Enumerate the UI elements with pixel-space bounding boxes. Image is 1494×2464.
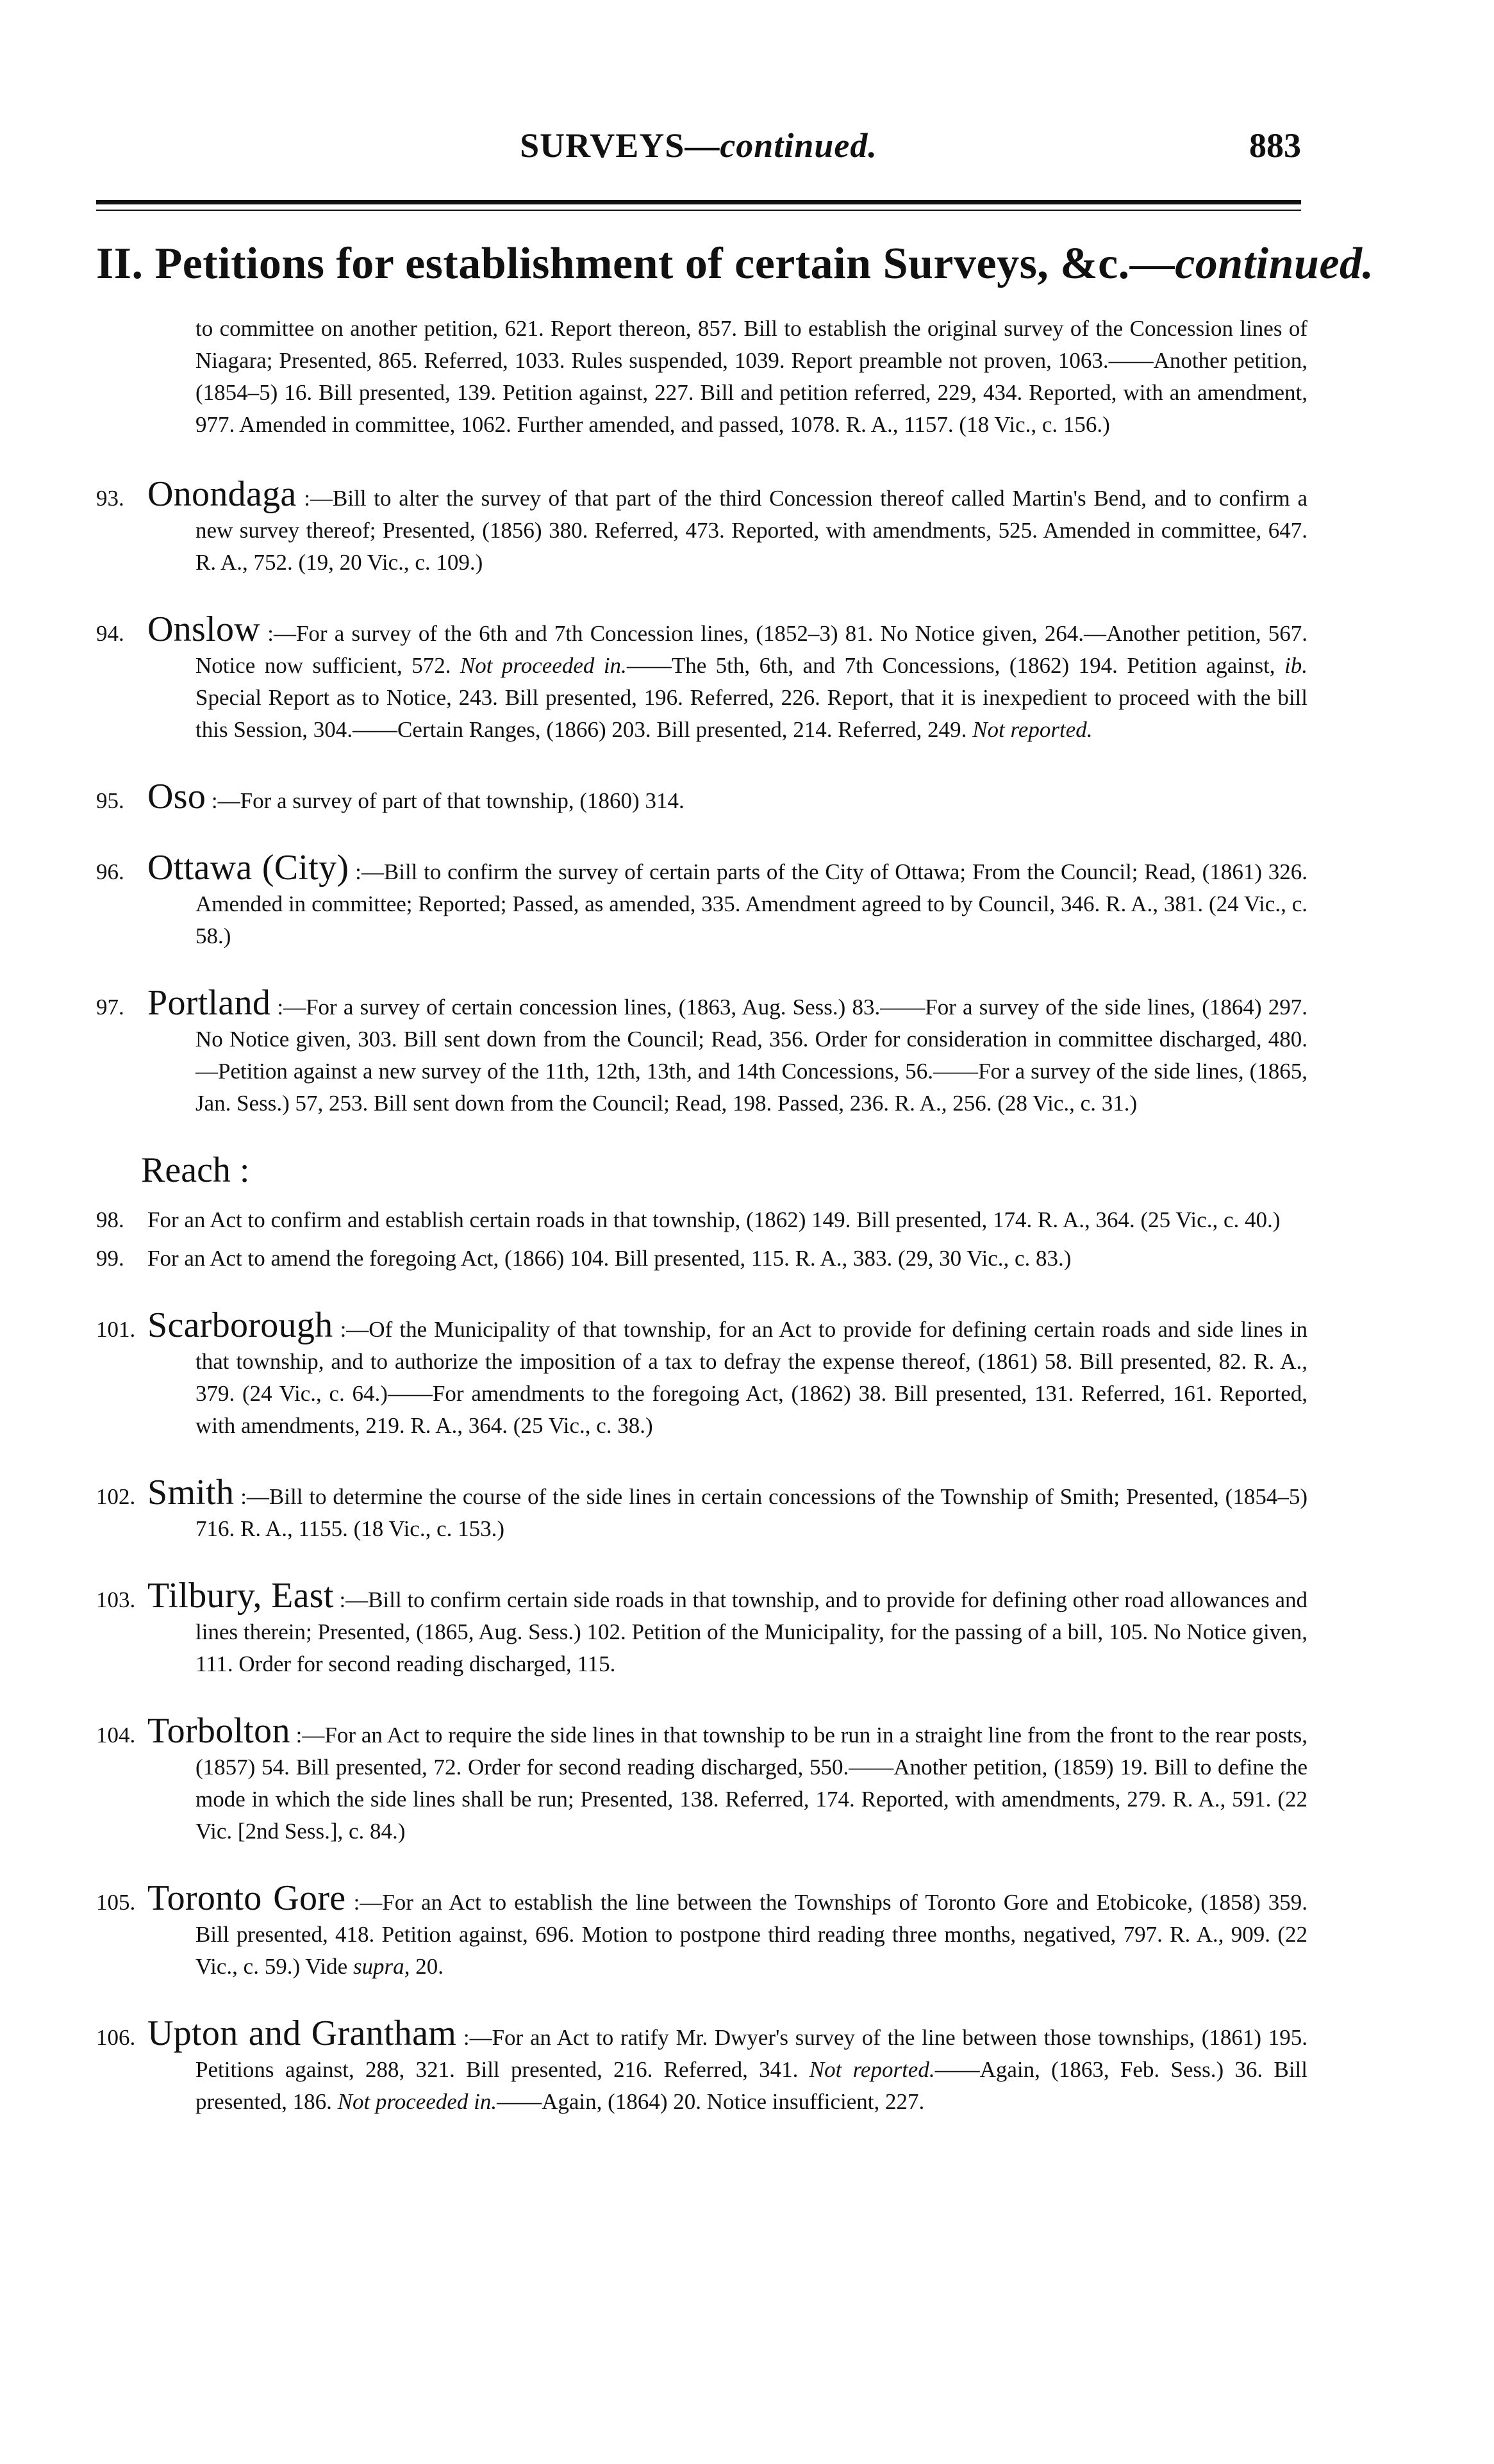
entry-number: 105. (96, 1890, 136, 1915)
entry-township-name: Ottawa (City) (147, 848, 349, 888)
entry-text: Special Report as to Notice, 243. Bill presented, 196. Referred, 226. Report, that it is inexpedient to proceed with the bill this Session, 304.——Certain Ranges, (1866) 203. Bill presented, 214. Referred, 249. (195, 685, 1307, 742)
entry-text: :—For a survey of the 6th and 7th Concession lines, (1852–3) 81. No Notice given, 264.—Another petition, 567. Notice now sufficient, 572. (195, 621, 1307, 678)
entry-number: 97. (96, 995, 124, 1020)
entry-102 (96, 1473, 1307, 1545)
entry-103 (96, 1576, 1307, 1680)
entry-township-name: Scarborough (147, 1305, 333, 1345)
entry-text: :—Of the Municipality of that township, for an Act to provide for defining certain roads and side lines in that township, and to authorize the imposition of a tax to defray the expense thereof, (1861) 58. Bill presented, 82. R. A., 379. (24 Vic., c. 64.)——For amendments to the foregoing Act, (1862) 38. Bill presented, 131. Referred, 161. Reported, with amendments, 219. R. A., 364. (25 Vic., c. 38.) (195, 1317, 1307, 1438)
entry-text: :—For a survey of certain concession lines, (1863, Aug. Sess.) 83.——For a survey of the side lines, (1864) 297. No Notice given, 303. Bill sent down from the Council; Read, 356. Order for consideration in committee discharged, 480.—Petition against a new survey of the 11th, 12th, 13th, and 14th Concessions, 56.——For a survey of the side lines, (1865, Jan. Sess.) 57, 253. Bill sent down from the Council; Read, 198. Passed, 236. R. A., 256. (28 Vic., c. 31.) (195, 995, 1307, 1116)
entry-italic-note: Not reported. (809, 2057, 935, 2082)
entry-number: 98. (96, 1207, 124, 1232)
entry-text: :—For an Act to require the side lines in that township to be run in a straight line from the front to the rear posts, (1857) 54. Bill presented, 72. Order for second reading discharged, 550.——Another petition, (1859) 19. Bill to define the mode in which the side lines shall be run; Presented, 138. Referred, 174. Reported, with amendments, 279. R. A., 591. (22 Vic. [2nd Sess.], c. 84.) (195, 1723, 1307, 1844)
entry-101 (96, 1305, 1307, 1442)
entry-township-name: Smith (147, 1473, 235, 1512)
entry-township-name: Tilbury, East (147, 1576, 334, 1616)
entry-98 (96, 1204, 1307, 1236)
entry-text: For an Act to confirm and establish certain roads in that township, (1862) 149. Bill presented, 174. R. A., 364. (25 Vic., c. 40.) (147, 1207, 1281, 1232)
index-content (96, 313, 1307, 2153)
entry-township-name: Portland (147, 983, 271, 1023)
entry-township-name: Torbolton (147, 1711, 290, 1751)
entry-99 (96, 1243, 1307, 1275)
entry-italic-note: Not proceeded in. (460, 653, 627, 678)
page-number: 883 (1249, 126, 1301, 165)
entry-text: , 20. (404, 1954, 444, 1979)
entry-106 (96, 2013, 1307, 2118)
entry-number: 102. (96, 1484, 136, 1509)
header-rule-thin (96, 210, 1301, 211)
entry-township-name: Onslow (147, 609, 261, 649)
entry-italic-note: Not reported. (972, 717, 1093, 742)
entry-number: 95. (96, 788, 124, 813)
entry-italic-note: supra (353, 1954, 404, 1979)
entry-number: 94. (96, 621, 124, 646)
header-rule-thick (96, 200, 1301, 204)
entry-text: :—Bill to alter the survey of that part of the third Concession thereof called Martin's Bend, and to confirm a new survey thereof; Presented, (1856) 380. Referred, 473. Reported, with amendments, 525. Amended in committee, 647. R. A., 752. (19, 20 Vic., c. 109.) (195, 486, 1307, 575)
entry-text: :—Bill to confirm certain side roads in that township, and to provide for defining other road allowances and lines therein; Presented, (1865, Aug. Sess.) 102. Petition of the Municipality, for the passing of a bill, 105. No Notice given, 111. Order for second reading discharged, 115. (195, 1587, 1307, 1676)
entry-number: 99. (96, 1246, 124, 1271)
entry-number: 104. (96, 1723, 136, 1748)
entry-number: 103. (96, 1587, 136, 1612)
section-heading-main: II. Petitions for establishment of certain Surveys, &c.— (96, 239, 1175, 288)
entry-text: ——The 5th, 6th, and 7th Concessions, (1862) 194. Petition against, (626, 653, 1285, 678)
section-heading (96, 238, 1374, 290)
reach-subheading: Reach : (141, 1150, 250, 1190)
entry-township-name: Oso (147, 777, 206, 816)
entry-italic-note: ib. (1284, 653, 1307, 678)
entry-text: :—Bill to determine the course of the side lines in certain concessions of the Township of Smith; Presented, (1854–5) 716. R. A., 1155. (18 Vic., c. 153.) (195, 1484, 1307, 1541)
entry-italic-note: Not proceeded in. (337, 2089, 497, 2114)
entry-text: ——Again, (1864) 20. Notice insufficient, 227. (497, 2089, 925, 2114)
entry-number: 93. (96, 486, 124, 511)
entry-number: 101. (96, 1317, 136, 1342)
entry-text: :—For a survey of part of that township, (1860) 314. (206, 788, 685, 813)
continued-entry-text: to committee on another petition, 621. Report thereon, 857. Bill to establish the original survey of the Concession lines of Niagara; Presented, 865. Referred, 1033. Rules suspended, 1039. Report preamble not proven, 1063.——Another petition, (1854–5) 16. Bill presented, 139. Petition against, 227. Bill and petition referred, 229, 434. Reported, with an amendment, 977. Amended in committee, 1062. Further amended, and passed, 1078. R. A., 1157. (18 Vic., c. 156.) (195, 316, 1307, 437)
running-title-italic: continued. (720, 126, 877, 165)
entry-number: 106. (96, 2025, 136, 2050)
entry-text: ——Again, (1863, Feb. Sess.) 36. Bill presented, 186. (195, 2057, 1307, 2114)
entry-93 (96, 474, 1307, 579)
entry-104 (96, 1711, 1307, 1848)
section-heading-italic: continued. (1175, 239, 1374, 288)
entry-township-name: Upton and Grantham (147, 2013, 457, 2053)
running-head (96, 126, 1301, 170)
running-title-main: SURVEYS— (520, 126, 720, 165)
entry-text: For an Act to amend the foregoing Act, (1866) 104. Bill presented, 115. R. A., 383. (29, 30 Vic., c. 83.) (147, 1246, 1072, 1271)
entry-text: :—For an Act to ratify Mr. Dwyer's survey of the line between those townships, (1861) 195. Petitions against, 288, 321. Bill presented, 216. Referred, 341. (195, 2025, 1307, 2082)
running-title (96, 126, 1301, 165)
entry-95 (96, 777, 1307, 817)
entry-94 (96, 609, 1307, 746)
entry-text: :—Bill to confirm the survey of certain parts of the City of Ottawa; From the Council; Read, (1861) 326. Amended in committee; Reported; Passed, as amended, 335. Amendment agreed to by Council, 346. R. A., 381. (24 Vic., c. 58.) (195, 859, 1307, 948)
entry-text: :—For an Act to establish the line between the Townships of Toronto Gore and Etobicoke, (1858) 359. Bill presented, 418. Petition against, 696. Motion to postpone third reading three months, negatived, 797. R. A., 909. (22 Vic., c. 59.) Vide (195, 1890, 1307, 1979)
entry-96 (96, 848, 1307, 952)
entry-105 (96, 1878, 1307, 1983)
entry-number: 96. (96, 859, 124, 884)
entry-97 (96, 983, 1307, 1120)
entry-township-name: Toronto Gore (147, 1878, 346, 1918)
entry-township-name: Onondaga (147, 474, 297, 514)
